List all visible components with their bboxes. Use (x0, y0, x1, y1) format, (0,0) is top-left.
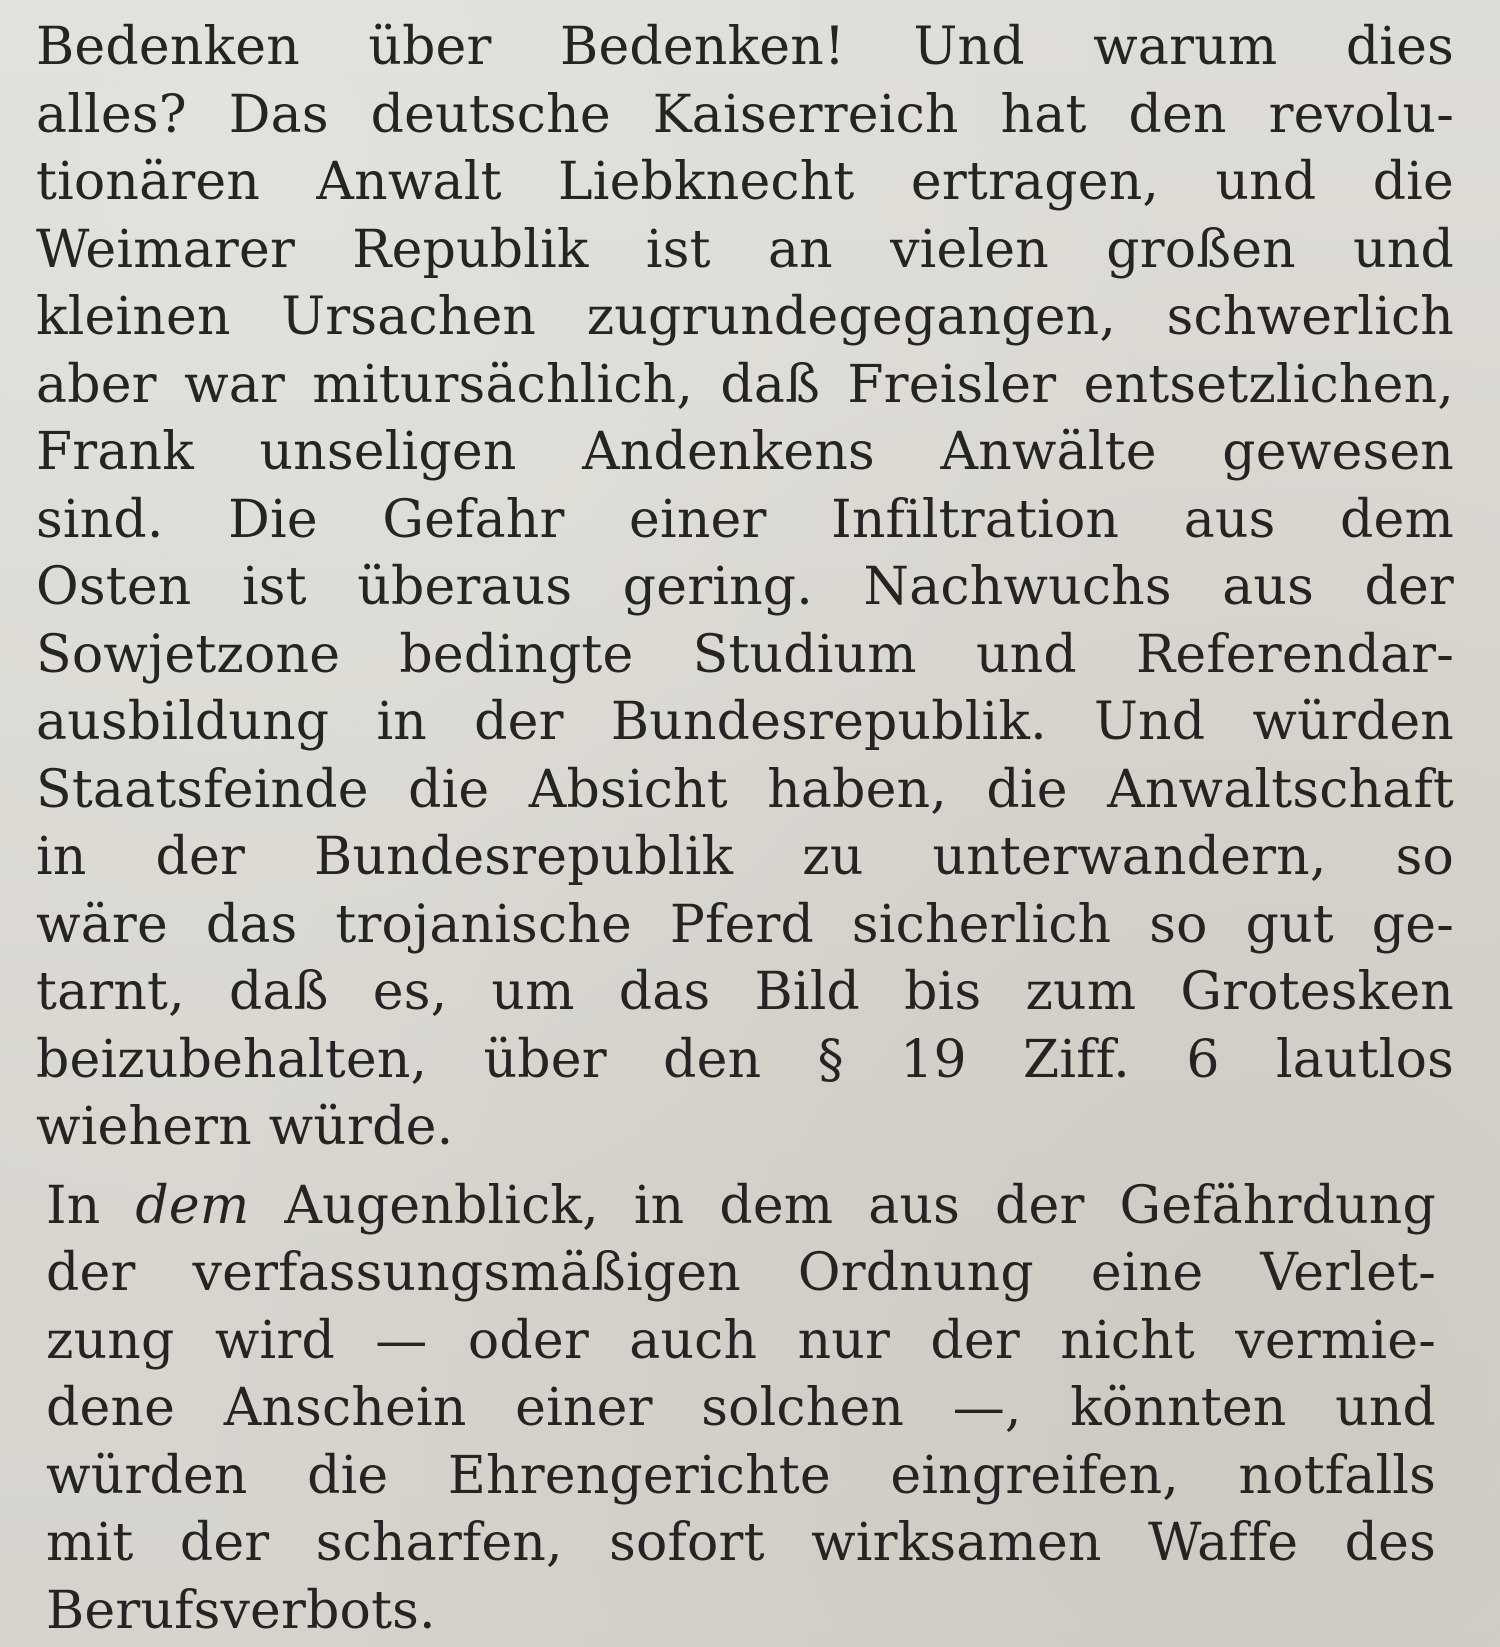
text-line: wäre das trojanische Pferd sicherlich so gut ge- (36, 894, 1454, 955)
text-line: Osten ist überaus gering. Nachwuchs aus der (36, 557, 1454, 617)
text-line: Bedenken über Bedenken! Und warum dies (36, 17, 1454, 77)
text-line: alles? Das deutsche Kaiserreich hat den revolu- (36, 84, 1454, 145)
paragraph-1 (36, 14, 1454, 1162)
text-line: würden die Ehrengerichte eingreifen, notfalls (46, 1445, 1436, 1506)
text-line: Weimarer Republik ist an vielen großen und (36, 219, 1454, 280)
text-line: beizubehalten, über den § 19 Ziff. 6 lautlos (36, 1029, 1454, 1090)
text-line: wiehern würde. (36, 1097, 454, 1157)
text-line: zung wird — oder auch nur der nicht vermie- (46, 1310, 1436, 1371)
text-line: sind. Die Gefahr einer Infiltration aus dem (36, 489, 1454, 550)
text-line: ausbildung in der Bundesrepublik. Und würden (36, 692, 1454, 752)
text-line: Frank unseligen Andenkens Anwälte gewesen (36, 422, 1454, 482)
emphasized-word: dem (135, 1175, 250, 1236)
text-line: aber war mitursächlich, daß Freisler entsetzlichen, (36, 354, 1454, 415)
text-segment: In (46, 1175, 136, 1236)
text-line: tionären Anwalt Liebknecht ertragen, und die (36, 152, 1454, 212)
text-line-with-emphasis (36, 1173, 1454, 1241)
text-line: Staatsfeinde die Absicht haben, die Anwaltschaft (36, 759, 1454, 820)
text-line: tarnt, daß es, um das Bild bis zum Grotesken (36, 962, 1454, 1022)
text-line: Sowjetzone bedingte Studium und Referendar- (36, 624, 1454, 685)
paragraph-gap (36, 1162, 1454, 1173)
body-text (36, 14, 1454, 1645)
text-line: dene Anschein einer solchen —, könnten und (46, 1378, 1436, 1438)
text-line: mit der scharfen, sofort wirksamen Waffe des (46, 1513, 1436, 1573)
text-line: der verfassungsmäßigen Ordnung eine Verlet- (46, 1243, 1436, 1303)
text-line: Berufsverbots. (46, 1580, 436, 1641)
text-line: in der Bundesrepublik zu unterwandern, so (36, 827, 1454, 887)
text-segment: Augenblick, in dem aus der Gefährdung (249, 1175, 1436, 1236)
text-line: kleinen Ursachen zugrundegegangen, schwerlich (36, 287, 1454, 347)
paragraph-2 (36, 1173, 1454, 1646)
